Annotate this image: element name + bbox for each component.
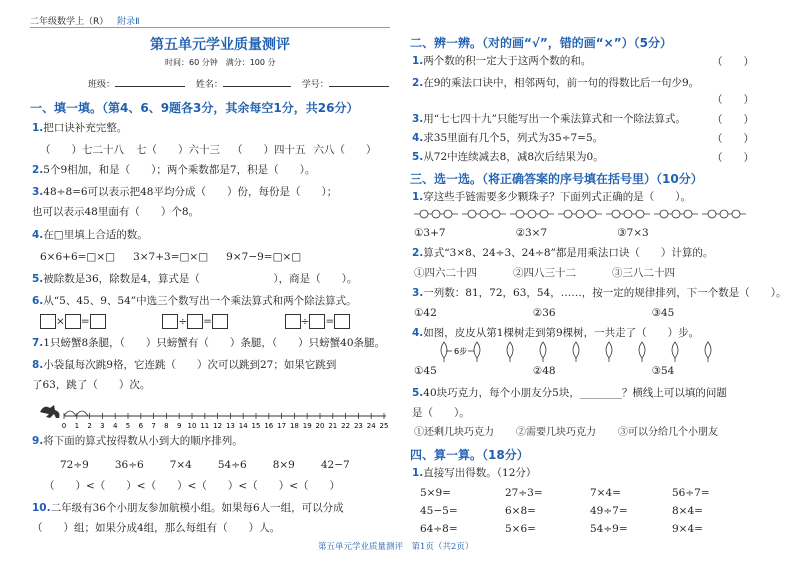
tree-row <box>438 340 738 362</box>
q3-5-line2: 是（ ）。 <box>412 407 470 419</box>
q1-4-row: 6×6+6=□×□ 3×7+3=□×□ 9×7−9=□×□ <box>40 251 302 263</box>
q3-3-options: ①42 ②36 ③45 <box>414 307 675 319</box>
ruler-label: 10 <box>187 422 197 430</box>
ruler-label: 1 <box>74 422 80 430</box>
exam-meta: 时间：60 分钟 满分：100 分 <box>165 58 276 67</box>
ruler-label: 21 <box>328 422 338 430</box>
ruler-label: 4 <box>112 422 118 430</box>
page-header <box>30 14 140 27</box>
q1-1: 1.把口诀补充完整。 <box>32 122 128 134</box>
judge-item: 1.两个数的积一定大于这两个数的和。 <box>412 55 592 67</box>
q1-9-order: （ ）<（ ）<（ ）<（ ）<（ ）<（ ） <box>44 480 340 492</box>
bead <box>420 210 428 218</box>
tree-icon <box>540 342 546 358</box>
calc-item: 45−5= <box>420 505 458 517</box>
section-1-title: 一、填一填。（第4、6、9题各3分，其余每空1分，共26分） <box>30 101 359 115</box>
bead <box>432 210 440 218</box>
ruler-label: 5 <box>125 422 131 430</box>
bead <box>444 210 452 218</box>
q1-7: 7.1只螃蟹8条腿，（ ）只螃蟹有（ ）条腿，（ ）只螃蟹40条腿。 <box>32 337 386 349</box>
bead <box>708 210 716 218</box>
tree-icon <box>705 342 711 358</box>
calc-item: 56÷7= <box>672 487 710 499</box>
bead <box>540 210 548 218</box>
q3-4: 4.如图，皮皮从第1棵树走到第9棵树，一共走了（ ）步。 <box>412 327 700 339</box>
ruler-label: 12 <box>213 422 223 430</box>
judge-item: 2.在9的乘法口诀中，相邻两句，前一句的得数比后一句少9。 <box>412 77 700 89</box>
q3-1-options: ①3+7 ②3×7 ③7×3 <box>414 227 649 239</box>
calc-item: 27÷3= <box>505 487 543 499</box>
q1-8-line2: 了63，跳了（ ）次。 <box>32 379 151 391</box>
calc-item: 64÷8= <box>420 523 458 535</box>
calc-item: 5×9= <box>420 487 451 499</box>
ruler-label: 3 <box>100 422 105 430</box>
q4-1: 1.直接写出得数。（12分） <box>412 467 537 479</box>
q1-1-row: （ ）七二十八 七（ ）六十三 （ ）四十五 六八（ ） <box>40 144 377 156</box>
q1-5: 5.被除数是36，除数是4，算式是（ ），商是（ ）。 <box>32 273 358 285</box>
answer-paren[interactable]: （ ） <box>712 94 754 106</box>
calc-item: 9×4= <box>672 523 703 535</box>
bead-bracelets <box>414 207 774 221</box>
tree-icon <box>474 342 480 358</box>
q3-2: 2.算式“3×8、24÷3、24÷8”都是用乘法口诀（ ）计算的。 <box>412 247 714 259</box>
q1-10-line2: （ ）组；如果分成4组，那么每组有（ ）人。 <box>32 522 281 534</box>
q3-4-options: ①45 ②48 ③54 <box>414 365 675 377</box>
q1-4: 4.在□里填上合适的数。 <box>32 229 148 241</box>
bead <box>624 210 632 218</box>
q1-6-boxes: × = ÷ = ÷ = <box>40 314 350 329</box>
section-2-title: 二、辨一辨。（对的画“√”，错的画“×”）（5分） <box>410 36 672 50</box>
tree-icon <box>573 342 579 358</box>
ruler-label: 13 <box>225 422 235 430</box>
page-title: 第五单元学业质量测评 <box>150 37 290 53</box>
ruler-label: 18 <box>289 422 299 430</box>
header-divider <box>30 27 390 28</box>
q1-3-line2: 也可以表示48里面有（ ）个8。 <box>32 206 200 218</box>
ruler-label: 15 <box>251 422 261 430</box>
bead <box>468 210 476 218</box>
ruler-label: 25 <box>379 422 389 430</box>
q1-9: 9.将下面的算式按得数从小到大的顺序排列。 <box>32 435 243 447</box>
student-info: 班级： 姓名： 学号： <box>88 78 389 92</box>
ruler-label: 7 <box>151 422 156 430</box>
calc-item: 7×4= <box>590 487 621 499</box>
bead <box>516 210 524 218</box>
kangaroo-icon <box>40 405 60 418</box>
ruler-label: 20 <box>315 422 325 430</box>
bead <box>612 210 620 218</box>
ruler-label: 23 <box>353 422 363 430</box>
ruler-label: 24 <box>366 422 376 430</box>
ruler-label: 8 <box>164 422 169 430</box>
bead <box>684 210 692 218</box>
bead <box>564 210 572 218</box>
section-4-title: 四、算一算。（18分） <box>410 448 529 462</box>
bead <box>720 210 728 218</box>
bead <box>480 210 488 218</box>
q1-8: 8.小袋鼠每次跳9格，它连跳（ ）次可以跳到27；如果它跳到 <box>32 359 337 371</box>
q1-6: 6.从“5、45、9、54”中选三个数写出一个乘法算式和两个除法算式。 <box>32 295 357 307</box>
q3-1: 1.穿这些手链需要多少颗珠子？下面列式正确的是（ ）。 <box>412 191 692 203</box>
q3-2-options: ①四六二十四 ②四八三十二 ③三八二十四 <box>414 267 675 279</box>
answer-paren[interactable]: （ ） <box>712 56 754 68</box>
calc-item: 6×8= <box>505 505 536 517</box>
q3-5-options: ①还剩几块巧克力 ②需要几块巧克力 ③可以分给几个小朋友 <box>414 427 718 438</box>
q3-5: 5.40块巧克力，每个小朋友分5块，________？横线上可以填的问题 <box>412 387 727 399</box>
ruler-label: 17 <box>277 422 287 430</box>
tree-icon <box>606 342 612 358</box>
bead <box>672 210 680 218</box>
bead <box>636 210 644 218</box>
bead <box>732 210 740 218</box>
step-label: 6步 <box>454 347 468 356</box>
ruler-label: 14 <box>238 422 248 430</box>
bead <box>492 210 500 218</box>
bead <box>588 210 596 218</box>
bead <box>528 210 536 218</box>
ruler-label: 19 <box>302 422 312 430</box>
ruler-label: 6 <box>138 422 144 430</box>
judge-item: 3.用“七七四十九”只能写出一个乘法算式和一个除法算式。 <box>412 113 687 125</box>
bead <box>660 210 668 218</box>
ruler-label: 16 <box>264 422 274 430</box>
bead <box>576 210 584 218</box>
ruler-label: 0 <box>61 422 67 430</box>
tree-icon <box>441 342 447 358</box>
calc-item: 8×4= <box>672 505 703 517</box>
ruler-label: 9 <box>176 422 182 430</box>
page-footer: 第五单元学业质量测评 第1页（共2页） <box>318 542 474 552</box>
answer-paren[interactable]: （ ） <box>712 133 754 145</box>
ruler-label: 11 <box>200 422 210 430</box>
q1-2: 2.5个9相加，和是（ ）；两个乘数都是7，积是（ ）。 <box>32 164 316 176</box>
grade-label: 二年级数学上（R） <box>30 17 109 27</box>
tree-icon <box>672 342 678 358</box>
answer-paren[interactable]: （ ） <box>712 114 754 126</box>
calc-item: 49÷7= <box>590 505 628 517</box>
calc-item: 5×6= <box>505 523 536 535</box>
judge-item: 5.从72中连续减去8，减8次后结果为0。 <box>412 151 604 163</box>
tree-icon <box>507 342 513 358</box>
calc-item: 54÷9= <box>590 523 628 535</box>
judge-item: 4.求35里面有几个5，列式为35÷7=5。 <box>412 132 604 144</box>
tree-icon <box>639 342 645 358</box>
q1-9-items: 72÷9 36÷6 7×4 54÷6 8×9 42−7 <box>60 459 350 471</box>
appendix-label: 附录Ⅱ <box>117 17 140 27</box>
answer-paren[interactable]: （ ） <box>712 152 754 164</box>
kangaroo-number-line <box>36 398 390 430</box>
q1-3: 3.48÷8=6可以表示把48平均分成（ ）份，每份是（ ）； <box>32 186 338 198</box>
ruler-label: 2 <box>87 422 92 430</box>
section-3-title: 三、选一选。（将正确答案的序号填在括号里）（10分） <box>410 172 703 186</box>
q1-10: 10.二年级有36个小朋友参加航模小组。如果每6人一组，可以分成 <box>32 502 344 514</box>
ruler-label: 22 <box>341 422 351 430</box>
q3-3: 3.一列数：81，72，63，54，……，按一定的规律排列，下一个数是（ ）。 <box>412 287 787 299</box>
